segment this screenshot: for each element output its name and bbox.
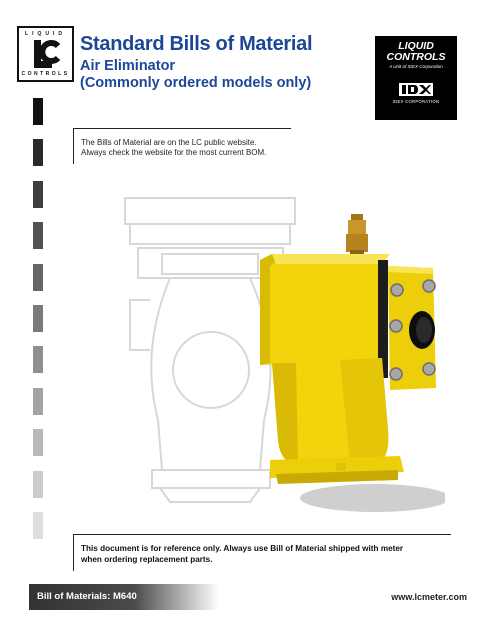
footer-bar (29, 584, 219, 610)
tab-block (33, 181, 43, 208)
brand-name-line-2: CONTROLS (386, 51, 446, 63)
notice-line-2: Always check the website for the most current BOM. (81, 148, 267, 157)
tab-block (33, 222, 43, 249)
footer-website-link[interactable]: www.lcmeter.com (391, 592, 467, 602)
lc-logo (17, 26, 74, 82)
idex-logo-icon (399, 83, 433, 96)
subtitle-line-1: Air Eliminator (80, 58, 176, 74)
tab-block (33, 346, 43, 373)
notice-line-1: The Bills of Material are on the LC public website. (81, 138, 257, 147)
brand-logo-box (375, 36, 457, 120)
brand-corp: IDEX CORPORATION (392, 99, 440, 104)
tab-block (33, 512, 43, 539)
reference-line-1: This document is for reference only. Always use Bill of Material shipped with meter (81, 544, 404, 553)
brand-tagline: A Unit of IDEX Corporation (389, 64, 443, 69)
website-notice (73, 128, 291, 164)
subtitle-line-2: (Commonly ordered models only) (80, 75, 312, 91)
tab-block (33, 98, 43, 125)
tab-block (33, 388, 43, 415)
tab-block (33, 305, 43, 332)
section-tabs (33, 98, 43, 553)
tab-block (33, 139, 43, 166)
page-title: Standard Bills of Material (80, 33, 313, 55)
tab-block (33, 264, 43, 291)
air-eliminator-photo (100, 180, 445, 525)
tab-block (33, 471, 43, 498)
reference-notice (73, 534, 451, 571)
page-subtitle (80, 58, 311, 92)
logo-bottom-text: CONTROLS (21, 71, 70, 77)
tab-block (33, 429, 43, 456)
lc-logo-icon (34, 40, 60, 68)
brand-name-line-1: LIQUID (398, 40, 434, 52)
logo-top-text: LIQUID (25, 31, 66, 37)
reference-line-2: when ordering replacement parts. (81, 555, 213, 564)
footer-label: Bill of Materials: M640 (37, 591, 137, 602)
